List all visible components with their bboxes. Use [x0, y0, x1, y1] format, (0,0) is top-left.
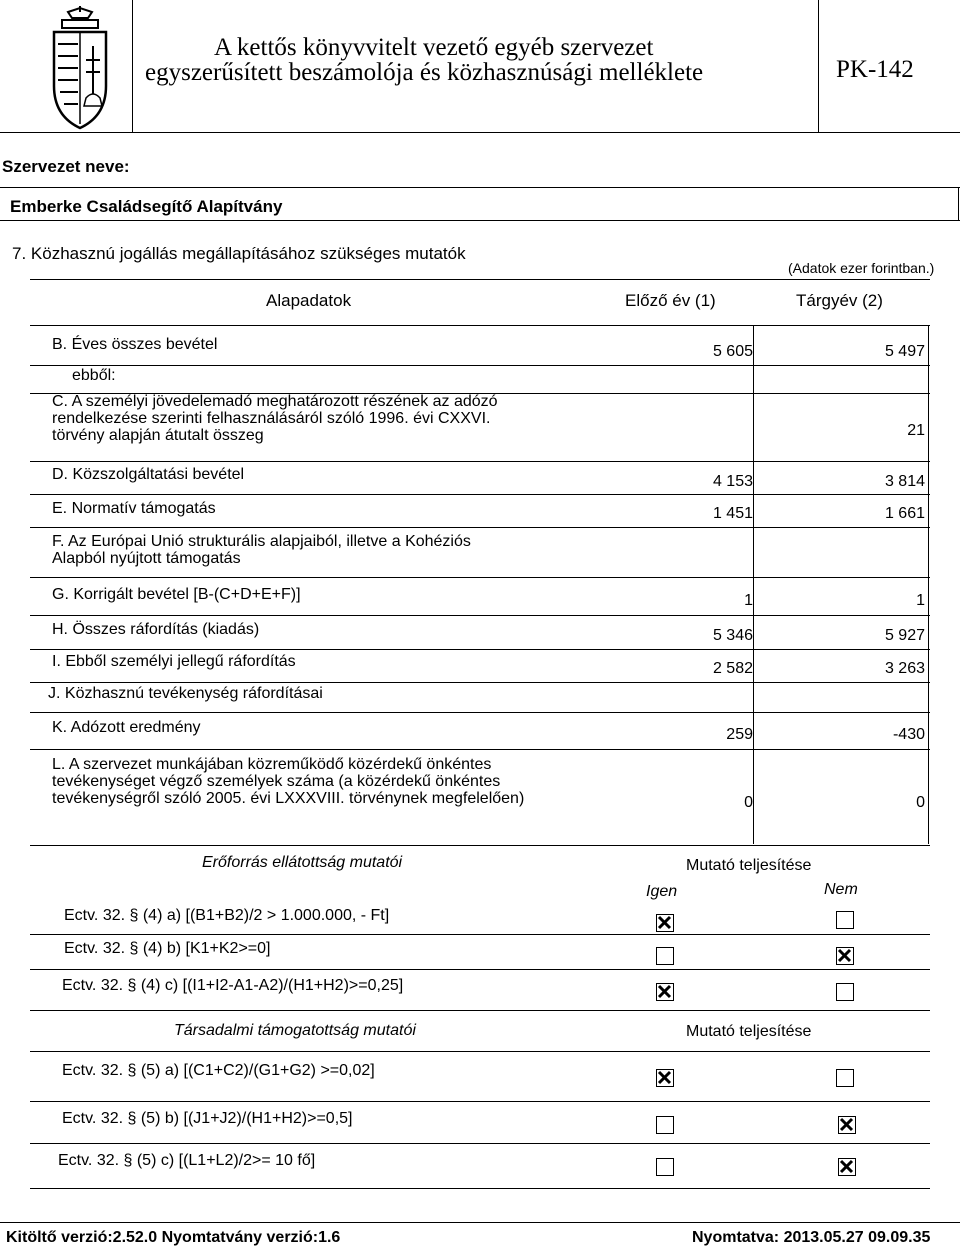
org-box-bottom: [0, 220, 960, 221]
social-a-rule: [30, 1101, 930, 1102]
row-g-curr: 1: [916, 592, 925, 609]
row-d-prev: 4 153: [712, 473, 753, 490]
row-l-label: L. A szervezet munkájában közreműködő közérdekű önkéntes tevékenységet végző személyek száma (a közérdekű önkéntes tevékenységről szóló 2005. évi LXXXVIII. törvénynek megfelelően): [52, 756, 525, 807]
org-box-top: [0, 187, 960, 188]
row-c-label: C. A személyi jövedelemadó meghatározott részének az adózó rendelkezése szerinti felhasználásáról szóló 1996. évi CXXVI. törvény alapján átutalt összeg: [52, 393, 498, 444]
row-h-rule: [30, 649, 930, 650]
yes-header: Igen: [646, 883, 678, 900]
resource-b-rule: [30, 969, 930, 970]
social-c-yes-checkbox[interactable]: [656, 1158, 674, 1176]
resource-a-rule: [30, 934, 930, 935]
footer-rule: [0, 1222, 960, 1223]
resource-b-no-checkbox[interactable]: [836, 947, 854, 965]
resource-item-a-label: Ectv. 32. § (4) a) [(B1+B2)/2 > 1.000.000, - Ft]: [64, 907, 390, 924]
row-l-curr: 0: [916, 794, 925, 811]
social-c-rule: [30, 1188, 930, 1189]
row-e-curr: 1 661: [884, 505, 925, 522]
row-i-prev: 2 582: [712, 660, 753, 677]
unit-note: (Adatok ezer forintban.): [788, 260, 935, 276]
row-e-label: E. Normatív támogatás: [52, 500, 216, 517]
table-header-rule: [30, 325, 930, 326]
org-box-right: [958, 187, 959, 221]
row-l-prev: 0: [744, 794, 753, 811]
row-b-prev: 5 605: [712, 343, 753, 360]
row-b-curr: 5 497: [884, 343, 925, 360]
row-b-rule: [30, 365, 930, 366]
row-c-rule: [30, 461, 930, 462]
social-a-yes-checkbox[interactable]: [656, 1069, 674, 1087]
row-i-label: I. Ebből személyi jellegű ráfordítás: [52, 653, 296, 670]
footer-print-date: Nyomtatva: 2013.05.27 09.09.35: [692, 1229, 931, 1246]
col-header-prev: Előző év (1): [625, 291, 716, 310]
row-b-label: B. Éves összes bevétel: [52, 336, 218, 353]
social-a-no-checkbox[interactable]: [836, 1069, 854, 1087]
row-k-label: K. Adózott eredmény: [52, 719, 201, 736]
header-divider-right: [818, 0, 819, 132]
resource-b-yes-checkbox[interactable]: [656, 947, 674, 965]
social-b-rule: [30, 1143, 930, 1144]
form-code: PK-142: [836, 56, 914, 83]
social-item-a-label: Ectv. 32. § (5) a) [(C1+C2)/(G1+G2) >=0,02]: [62, 1062, 375, 1079]
org-name-label: Szervezet neve:: [2, 157, 130, 176]
row-j-rule: [30, 712, 930, 713]
resource-a-no-checkbox[interactable]: [836, 911, 854, 929]
resource-item-b-label: Ectv. 32. § (4) b) [K1+K2>=0]: [64, 940, 271, 957]
row-e-prev: 1 451: [712, 505, 753, 522]
row-c-curr: 21: [907, 422, 925, 439]
row-j-label: J. Közhasznú tevékenység ráfordításai: [48, 685, 323, 702]
resource-title: Erőforrás ellátottság mutatói: [202, 854, 403, 871]
row-g-label: G. Korrigált bevétel [B-(C+D+E+F)]: [52, 586, 301, 603]
social-c-no-checkbox[interactable]: [838, 1158, 856, 1176]
social-header-rule: [30, 1051, 930, 1052]
resource-item-c-label: Ectv. 32. § (4) c) [(I1+I2-A1-A2)/(H1+H2)>=0,25]: [62, 977, 404, 994]
resource-c-rule: [30, 1010, 930, 1011]
row-d-rule: [30, 494, 930, 495]
row-k-prev: 259: [726, 726, 753, 743]
social-perf-title: Mutató teljesítése: [686, 1023, 812, 1040]
no-header: Nem: [824, 881, 858, 898]
row-d-label: D. Közszolgáltatási bevétel: [52, 466, 245, 483]
row-g-rule: [30, 615, 930, 616]
resource-c-yes-checkbox[interactable]: [656, 983, 674, 1001]
row-h-prev: 5 346: [712, 627, 753, 644]
row-k-rule: [30, 749, 930, 750]
col-sep-1: [753, 326, 754, 844]
social-b-yes-checkbox[interactable]: [656, 1116, 674, 1134]
social-item-c-label: Ectv. 32. § (5) c) [(L1+L2)/2>= 10 fő]: [58, 1152, 316, 1169]
col-header-basic: Alapadatok: [266, 291, 352, 310]
row-i-curr: 3 263: [884, 660, 925, 677]
footer-version: Kitöltő verzió:2.52.0 Nyomtatvány verzió:1.6: [6, 1229, 341, 1246]
col-sep-2: [928, 326, 929, 844]
row-d-curr: 3 814: [884, 473, 925, 490]
header-bottom-rule: [0, 132, 960, 133]
resource-perf-title: Mutató teljesítése: [686, 857, 812, 874]
row-ebbol-label: ebből:: [72, 367, 116, 384]
section-title: 7. Közhasznú jogállás megállapításához szükséges mutatók: [12, 244, 466, 263]
social-b-no-checkbox[interactable]: [838, 1116, 856, 1134]
row-k-curr: -430: [892, 726, 925, 743]
col-header-curr: Tárgyév (2): [796, 291, 883, 310]
row-e-rule: [30, 527, 930, 528]
row-h-curr: 5 927: [884, 627, 925, 644]
social-title: Társadalmi támogatottság mutatói: [174, 1022, 416, 1039]
row-f-rule: [30, 577, 930, 578]
resource-a-yes-checkbox[interactable]: [656, 914, 674, 932]
resource-top-rule: [30, 845, 930, 846]
coat-of-arms-icon: [48, 6, 112, 130]
social-item-b-label: Ectv. 32. § (5) b) [(J1+J2)/(H1+H2)>=0,5]: [62, 1110, 353, 1127]
form-title-line1: A kettős könyvvitelt vezető egyéb szervezet: [214, 34, 654, 61]
resource-c-no-checkbox[interactable]: [836, 983, 854, 1001]
row-i-rule: [30, 682, 930, 683]
org-name-value: Emberke Családsegítő Alapítvány: [10, 197, 283, 216]
table-top-rule: [30, 279, 930, 280]
row-g-prev: 1: [744, 592, 753, 609]
header-divider-left: [132, 0, 133, 132]
row-f-label: F. Az Európai Unió strukturális alapjaiból, illetve a Kohéziós Alapból nyújtott támogatás: [52, 533, 471, 567]
row-h-label: H. Összes ráfordítás (kiadás): [52, 621, 260, 638]
form-title-line2: egyszerűsített beszámolója és közhasznúsági melléklete: [145, 59, 704, 86]
